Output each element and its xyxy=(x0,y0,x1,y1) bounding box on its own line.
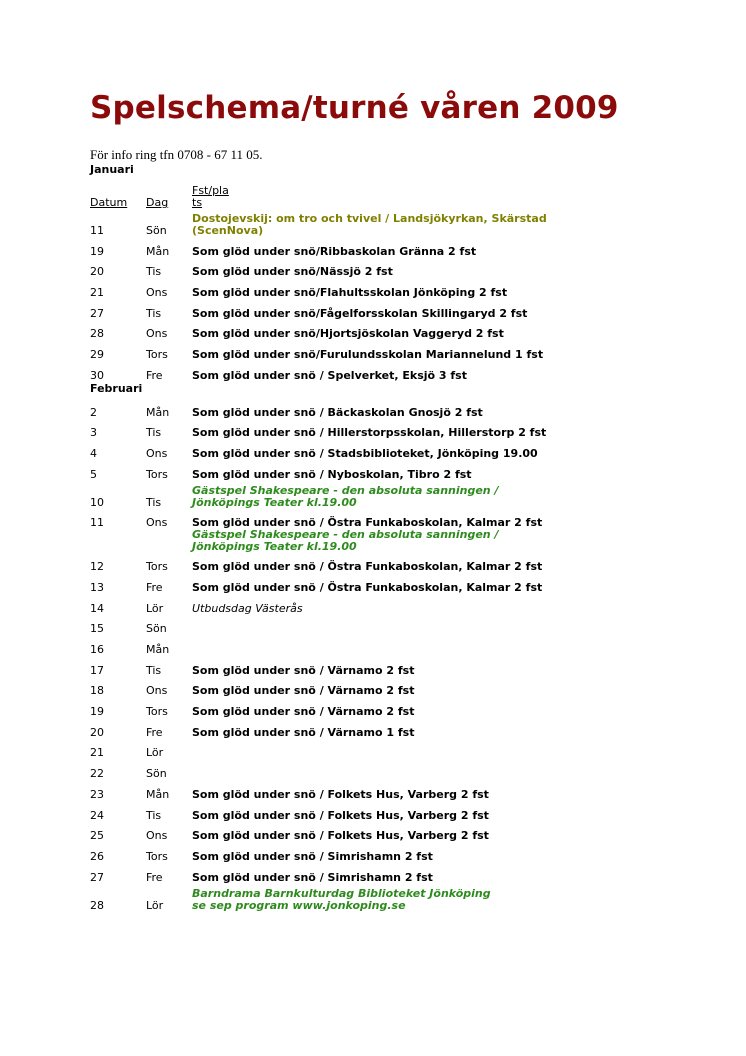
row-date: 27 xyxy=(90,306,104,320)
event-line: Jönköpings Teater kl.19.00 xyxy=(192,539,357,553)
row-date: 27 xyxy=(90,870,104,884)
row-day: Tis xyxy=(146,426,162,440)
row-event xyxy=(192,361,710,382)
row-event xyxy=(192,439,710,460)
schedule-row xyxy=(90,299,710,320)
row-event xyxy=(192,340,710,361)
event-line: Som glöd under snö/Flahultsskolan Jönköping 2 fst xyxy=(192,286,508,300)
schedule-row xyxy=(90,635,710,656)
row-event xyxy=(192,697,710,718)
row-date: 10 xyxy=(90,495,104,509)
event-line: Som glöd under snö / Folkets Hus, Varberg 2 fst xyxy=(192,829,489,843)
row-event xyxy=(192,237,710,258)
row-day: Fre xyxy=(146,368,163,382)
event-line: Som glöd under snö / Folkets Hus, Varberg 2 fst xyxy=(192,787,489,801)
row-date: 13 xyxy=(90,580,104,594)
row-date: 15 xyxy=(90,622,104,636)
event-line: se sep program www.jonkoping.se xyxy=(192,898,406,912)
schedule-row xyxy=(90,439,710,460)
row-day: Lör xyxy=(146,601,164,615)
schedule-row xyxy=(90,822,710,843)
row-date: 21 xyxy=(90,286,104,300)
event-line: Som glöd under snö / Värnamo 2 fst xyxy=(192,684,415,698)
schedule-row xyxy=(90,863,710,884)
row-date: 16 xyxy=(90,643,104,656)
row-day: Ons xyxy=(146,829,168,843)
row-date: 12 xyxy=(90,560,104,574)
schedule-row xyxy=(90,780,710,801)
row-day: Tors xyxy=(146,348,168,362)
row-day: Ons xyxy=(146,446,168,460)
row-day: Mån xyxy=(146,787,170,801)
row-event xyxy=(192,460,710,481)
row-date: 24 xyxy=(90,808,104,822)
event-line: Som glöd under snö/Hjortsjöskolan Vaggeryd 2 fst xyxy=(192,327,504,341)
row-day: Fre xyxy=(146,870,163,884)
header-date: Datum xyxy=(90,196,128,209)
schedule-row xyxy=(90,509,710,553)
row-event xyxy=(192,509,710,553)
event-line: Som glöd under snö / Folkets Hus, Varberg 2 fst xyxy=(192,808,489,822)
event-line: Som glöd under snö/Nässjö 2 fst xyxy=(192,265,393,279)
event-line: Gästspel Shakespeare - den absoluta sanningen / xyxy=(192,527,499,541)
row-date: 19 xyxy=(90,244,104,258)
event-line: Jönköpings Teater kl.19.00 xyxy=(192,495,357,509)
schedule-row xyxy=(90,258,710,279)
month-row xyxy=(90,163,710,179)
row-day: Tis xyxy=(146,265,162,279)
row-date: 20 xyxy=(90,265,104,279)
schedule-row xyxy=(90,697,710,718)
schedule-row xyxy=(90,801,710,822)
schedule-row xyxy=(90,278,710,299)
row-date: 25 xyxy=(90,829,104,843)
row-date: 26 xyxy=(90,849,104,863)
row-date: 4 xyxy=(90,446,97,460)
row-date: 28 xyxy=(90,327,104,341)
row-event xyxy=(192,573,710,594)
row-event xyxy=(192,278,710,299)
event-line: Som glöd under snö / Värnamo 1 fst xyxy=(192,725,415,739)
event-line: Som glöd under snö / Nyboskolan, Tibro 2 fst xyxy=(192,467,472,481)
row-date: 29 xyxy=(90,348,104,362)
row-day: Tis xyxy=(146,808,162,822)
row-event xyxy=(192,594,710,615)
schedule-row xyxy=(90,237,710,258)
header-place: Fst/pla ts xyxy=(192,184,229,209)
month-name: Februari xyxy=(90,381,143,395)
row-day: Tis xyxy=(146,663,162,677)
schedule-row xyxy=(90,340,710,361)
row-event xyxy=(192,739,710,760)
row-date: 17 xyxy=(90,663,104,677)
row-event xyxy=(192,320,710,341)
row-day: Fre xyxy=(146,580,163,594)
schedule-row xyxy=(90,656,710,677)
row-date: 22 xyxy=(90,767,104,781)
row-day: Sön xyxy=(146,224,167,237)
schedule-row xyxy=(90,615,710,636)
row-event xyxy=(192,759,710,780)
event-line: Som glöd under snö / Värnamo 2 fst xyxy=(192,663,415,677)
row-day: Mån xyxy=(146,643,170,656)
row-date: 23 xyxy=(90,787,104,801)
row-event xyxy=(192,656,710,677)
row-date: 5 xyxy=(90,467,97,481)
row-event xyxy=(192,780,710,801)
event-line: Som glöd under snö/Furulundsskolan Mariannelund 1 fst xyxy=(192,348,544,362)
schedule-row xyxy=(90,209,710,237)
row-day: Lör xyxy=(146,746,164,760)
event-line: Som glöd under snö / Stadsbiblioteket, Jönköping 19.00 xyxy=(192,446,538,460)
row-date: 20 xyxy=(90,725,104,739)
event-line: Som glöd under snö / Östra Funkaboskolan, Kalmar 2 fst xyxy=(192,515,543,529)
event-line: Som glöd under snö / Hillerstorpsskolan, Hillerstorp 2 fst xyxy=(192,426,547,440)
schedule-row xyxy=(90,320,710,341)
schedule-row xyxy=(90,398,710,419)
event-line: Som glöd under snö / Bäckaskolan Gnosjö 2 fst xyxy=(192,405,483,419)
row-day: Tors xyxy=(146,560,168,574)
row-event xyxy=(192,635,710,656)
row-event xyxy=(192,842,710,863)
row-day: Ons xyxy=(146,684,168,698)
row-day: Mån xyxy=(146,405,170,419)
info-text: För info ring tfn 0708 - 67 11 05. xyxy=(90,147,263,162)
event-line: Gästspel Shakespeare - den absoluta sanningen / xyxy=(192,483,499,497)
row-date: 11 xyxy=(90,224,104,237)
row-event xyxy=(192,258,710,279)
event-line: Dostojevskij: om tro och tvivel / Landsjökyrkan, Skärstad xyxy=(192,212,547,225)
row-date: 19 xyxy=(90,705,104,719)
event-line: Som glöd under snö/Ribbaskolan Gränna 2 fst xyxy=(192,244,477,258)
event-line: Som glöd under snö / Spelverket, Eksjö 3 fst xyxy=(192,368,467,382)
row-day: Tors xyxy=(146,849,168,863)
row-day: Lör xyxy=(146,898,164,912)
row-day: Sön xyxy=(146,767,167,781)
schedule-row xyxy=(90,739,710,760)
row-day: Mån xyxy=(146,244,170,258)
row-event xyxy=(192,718,710,739)
row-date: 14 xyxy=(90,601,104,615)
schedule-row xyxy=(90,677,710,698)
row-event xyxy=(192,863,710,884)
row-day: Tors xyxy=(146,467,168,481)
schedule-row xyxy=(90,460,710,481)
row-day: Ons xyxy=(146,515,168,529)
event-line: Som glöd under snö / Östra Funkaboskolan, Kalmar 2 fst xyxy=(192,580,543,594)
schedule-row xyxy=(90,718,710,739)
row-event xyxy=(192,398,710,419)
page-title: Spelschema/turné våren 2009 xyxy=(90,90,619,126)
row-date: 2 xyxy=(90,405,97,419)
schedule-row xyxy=(90,419,710,440)
header-day: Dag xyxy=(146,196,169,209)
row-event xyxy=(192,677,710,698)
row-day: Sön xyxy=(146,622,167,636)
schedule-page xyxy=(90,88,710,912)
event-line: Som glöd under snö / Östra Funkaboskolan, Kalmar 2 fst xyxy=(192,560,543,574)
event-line: Som glöd under snö / Värnamo 2 fst xyxy=(192,705,415,719)
row-day: Ons xyxy=(146,327,168,341)
schedule-row xyxy=(90,573,710,594)
row-event xyxy=(192,209,710,237)
row-event xyxy=(192,801,710,822)
row-event xyxy=(192,884,710,912)
row-event xyxy=(192,419,710,440)
row-day: Fre xyxy=(146,725,163,739)
row-date: 21 xyxy=(90,746,104,760)
row-date: 18 xyxy=(90,684,104,698)
event-line: (ScenNova) xyxy=(192,224,264,237)
event-line: Som glöd under snö / Simrishamn 2 fst xyxy=(192,849,433,863)
schedule-row xyxy=(90,884,710,912)
row-date: 3 xyxy=(90,426,97,440)
event-line: Som glöd under snö / Simrishamn 2 fst xyxy=(192,870,433,884)
row-date: 11 xyxy=(90,515,104,529)
event-line: Barndrama Barnkulturdag Biblioteket Jönköping xyxy=(192,886,491,900)
event-line: Som glöd under snö/Fågelforsskolan Skillingaryd 2 fst xyxy=(192,306,528,320)
row-event xyxy=(192,615,710,636)
schedule-table xyxy=(90,163,710,912)
row-day: Tors xyxy=(146,705,168,719)
schedule-row xyxy=(90,361,710,382)
row-day: Ons xyxy=(146,286,168,300)
row-day: Tis xyxy=(146,306,162,320)
month-row xyxy=(90,382,710,398)
schedule-row xyxy=(90,553,710,574)
schedule-row xyxy=(90,481,710,509)
row-day: Tis xyxy=(146,495,162,509)
row-event xyxy=(192,822,710,843)
event-line: Utbudsdag Västerås xyxy=(192,601,303,615)
header-row xyxy=(90,179,710,209)
row-event xyxy=(192,553,710,574)
schedule-row xyxy=(90,594,710,615)
schedule-row xyxy=(90,759,710,780)
row-event xyxy=(192,481,710,509)
month-name: Januari xyxy=(90,163,134,176)
schedule-row xyxy=(90,842,710,863)
row-date: 30 xyxy=(90,368,104,382)
row-event xyxy=(192,299,710,320)
row-date: 28 xyxy=(90,898,104,912)
